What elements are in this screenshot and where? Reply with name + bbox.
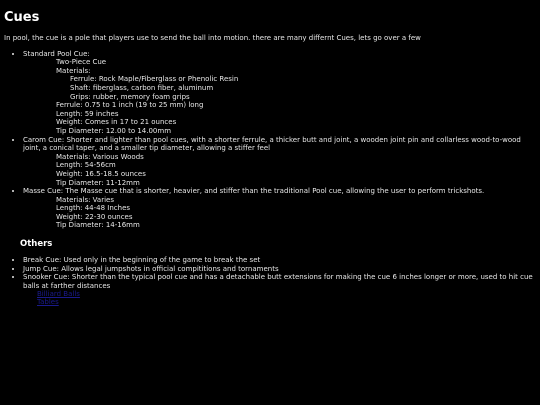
carom-details xyxy=(23,153,536,187)
detail-line: Weight: Comes in 17 to 21 ounces xyxy=(56,118,177,127)
list-item-break: • Break Cue: Used only in the beginning of the game to break the set xyxy=(23,256,536,265)
nav-links xyxy=(4,290,536,306)
list-item-snooker: • Snooker Cue: Shorter than the typical pool cue and has a detachable butt extensions for making the cue 6 inches longer or more, used to hit cue balls at farther distances xyxy=(23,273,536,290)
link-tables[interactable]: Tables xyxy=(37,298,59,307)
link-billiard-balls[interactable]: Billiard Balls xyxy=(37,290,80,299)
detail-line: Materials: Various Woods xyxy=(56,152,144,161)
detail-line: Materials: Varies xyxy=(56,195,114,204)
detail-line: Tip Diameter: 11-12mm xyxy=(56,178,140,187)
intro-paragraph: In pool, the cue is a pole that players use to send the ball into motion. there are many differnt Cues, lets go over a few xyxy=(4,34,421,42)
others-list xyxy=(4,256,536,290)
detail-line: Materials: xyxy=(56,66,91,75)
page-title: Cues xyxy=(4,10,40,25)
list-item-carom xyxy=(23,136,536,188)
detail-line: Tip Diameter: 14-16mm xyxy=(56,221,140,230)
detail-line: Grips: rubber, memory foam grips xyxy=(70,92,190,101)
detail-line: Tip Diameter: 12.00 to 14.00mm xyxy=(56,126,172,135)
list-item-standard xyxy=(23,50,536,136)
detail-line: Shaft: fiberglass, carbon fiber, aluminum xyxy=(70,83,214,92)
carom-label: • Carom Cue: Shorter and lighter than pool cues, with a shorter ferrule, a thicker butt and joint, a wooden joint pin and collarless wood-to-wood joint, a conical taper, and a smaller tip diameter, allowing a stiffer feel xyxy=(23,135,521,153)
detail-line: Two-Piece Cue xyxy=(56,58,107,67)
cue-list xyxy=(4,50,536,230)
detail-line: Length: 59 inches xyxy=(56,109,119,118)
detail-line: Length: 54-56cm xyxy=(56,161,116,170)
masse-details xyxy=(23,196,536,230)
standard-label: • Standard Pool Cue: xyxy=(23,49,90,58)
masse-label: • Masse Cue: The Masse cue that is shorter, heavier, and stiffer than the traditional Pool cue, allowing the user to perform trickshots. xyxy=(23,187,485,196)
standard-details xyxy=(23,58,536,135)
detail-line: Ferrule: 0.75 to 1 inch (19 to 25 mm) long xyxy=(56,101,204,110)
detail-line: Ferrule: Rock Maple/Fiberglass or Phenolic Resin xyxy=(70,75,239,84)
list-item-masse xyxy=(23,187,536,230)
detail-line: Weight: 16.5-18.5 ounces xyxy=(56,169,146,178)
detail-line: Weight: 22-30 ounces xyxy=(56,212,133,221)
page xyxy=(4,4,536,306)
detail-line: Length: 44-48 Inches xyxy=(56,204,131,213)
list-item-jump: • Jump Cue: Allows legal jumpshots in official compititions and tornaments xyxy=(23,265,536,274)
materials-group xyxy=(56,75,536,101)
others-heading: Others xyxy=(20,239,53,250)
